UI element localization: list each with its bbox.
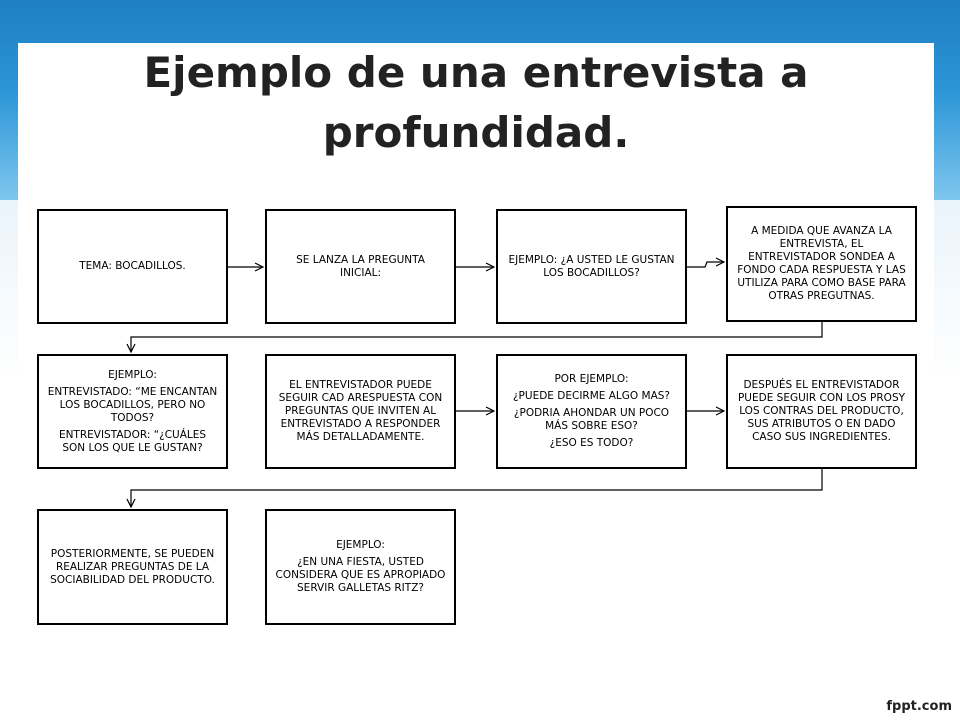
box-text: ¿ESO ES TODO? [549, 437, 634, 449]
box-text: A MEDIDA QUE AVANZA LA ENTREVISTA, EL ENTREVISTADOR SONDEA A FONDO CADA RESPUESTA Y LAS UTILIZA PARA COMO BASE PARA OTRAS PREGUTNAS. [737, 225, 906, 302]
box-text: TEMA: BOCADILLOS. [79, 260, 186, 272]
slide-title: Ejemplo de una entrevista a profundidad. [143, 48, 809, 157]
box-por-ejemplo [496, 354, 687, 469]
box-text: DESPUÉS EL ENTREVISTADOR PUEDE SEGUIR CON LOS PROSY LOS CONTRAS DEL PRODUCTO, SUS ATRIBUTOS O EN DADO CASO SUS INGREDIENTES. [737, 379, 906, 443]
box-ejemplo-dialogo [37, 354, 228, 469]
box-ejemplo-pregunta [496, 209, 687, 324]
box-text: ¿PUEDE DECIRME ALGO MAS? [512, 390, 670, 402]
box-text: ENTREVISTADOR: “¿CUÁLES SON LOS QUE LE GUSTAN? [58, 428, 207, 454]
box-ejemplo-fiesta [265, 509, 456, 625]
box-text: SE LANZA LA PREGUNTA INICIAL: [296, 253, 425, 279]
box-text: ENTREVISTADO: “ME ENCANTAN LOS BOCADILLOS, PERO NO TODOS? [47, 385, 218, 424]
box-tema [37, 209, 228, 324]
box-sondeo [726, 206, 917, 322]
box-text: ¿EN UNA FIESTA, USTED CONSIDERA QUE ES APROPIADO SERVIR GALLETAS RITZ? [275, 556, 446, 594]
box-text: EJEMPLO: [108, 368, 157, 381]
box-pros-contras [726, 354, 917, 469]
footer-brand: fppt.com [886, 699, 952, 714]
arrow-3-4 [686, 262, 724, 267]
box-text: POSTERIORMENTE, SE PUEDEN REALIZAR PREGUNTAS DE LA SOCIABILIDAD DEL PRODUCTO. [50, 547, 215, 586]
box-sociabilidad [37, 509, 228, 625]
box-text: ¿PODRIA AHONDAR UN POCO MÁS SOBRE ESO? [513, 407, 670, 432]
box-text: EJEMPLO: [336, 539, 385, 551]
arrow-8-9 [131, 469, 822, 507]
box-pregunta-inicial [265, 209, 456, 324]
box-seguimiento [265, 354, 456, 469]
box-text: EJEMPLO: ¿A USTED LE GUSTAN LOS BOCADILLOS? [508, 253, 675, 279]
arrow-4-5 [131, 322, 822, 352]
box-text: POR EJEMPLO: [554, 373, 629, 385]
box-text: EL ENTREVISTADOR PUEDE SEGUIR CAD ARESPUESTA CON PREGUNTAS QUE INVITEN AL ENTREVISTADO A RESPONDER MÁS DETALLADAMENTE. [278, 379, 443, 443]
